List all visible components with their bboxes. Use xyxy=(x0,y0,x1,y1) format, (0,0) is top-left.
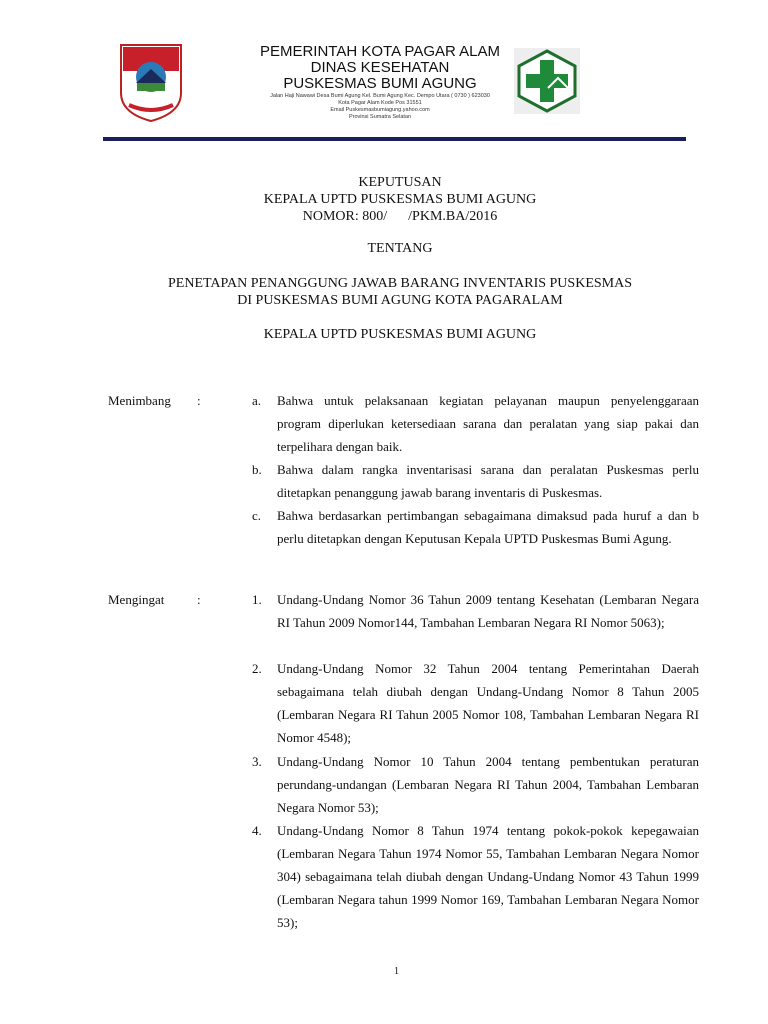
list-text: Undang-Undang Nomor 10 Tahun 2004 tentang pembentukan peraturan perundang-undangan (Lembaran Negara RI Tahun 2004, Tambahan Lembaran Negara Nomor 53); xyxy=(277,754,699,815)
list-item xyxy=(252,458,699,504)
list-marker: c. xyxy=(252,508,262,523)
mengingat-label: Mengingat xyxy=(108,592,165,607)
list-marker: 3. xyxy=(252,754,262,769)
list-marker: 2. xyxy=(252,661,262,676)
list-text: Bahwa dalam rangka inventarisasi sarana dan peralatan Puskesmas perlu ditetapkan penanggung jawab barang inventaris di Puskesmas. xyxy=(277,462,699,500)
header-province: Provinsi Sumatra Selatan xyxy=(348,114,412,120)
decree-issuer: KEPALA UPTD PUSKESMAS BUMI AGUNG xyxy=(263,192,537,207)
header-government: PEMERINTAH KOTA PAGAR ALAM xyxy=(259,43,501,60)
decree-title: KEPUTUSAN xyxy=(358,175,442,190)
header-puskesmas: PUSKESMAS BUMI AGUNG xyxy=(283,75,477,92)
page-number: 1 xyxy=(394,966,399,977)
header-divider xyxy=(103,137,686,141)
list-text: Bahwa untuk pelaksanaan kegiatan pelayanan maupun penyelenggaraan program diperlukan ketersediaan sarana dan peralatan yang siap pakai dan terpelihara dengan baik. xyxy=(277,393,699,454)
list-text: Undang-Undang Nomor 32 Tahun 2004 tentang Pemerintahan Daerah sebagaimana telah diubah dengan Undang-Undang Nomor 8 Tahun 2005 (Lembaran Negara RI Tahun 2005 Nomor 108, Tambahan Lembaran Negara RI Nomor 4548); xyxy=(277,661,699,745)
subject-line-1: PENETAPAN PENANGGUNG JAWAB BARANG INVENTARIS PUSKESMAS xyxy=(168,276,632,291)
list-marker: 4. xyxy=(252,823,262,838)
list-marker: b. xyxy=(252,462,262,477)
list-item xyxy=(252,389,699,458)
puskesmas-logo xyxy=(514,48,580,114)
issuer-heading: KEPALA UPTD PUSKESMAS BUMI AGUNG xyxy=(263,327,537,342)
decree-number: NOMOR: 800/ /PKM.BA/2016 xyxy=(302,209,498,224)
header-address: Jalan Haji Nawawi Desa Bumi Agung Kel. Bumi Agung Kec. Dempo Utara ( 0730 ) 623030 xyxy=(270,93,490,99)
pagaralam-logo xyxy=(119,43,183,123)
list-text: Bahwa berdasarkan pertimbangan sebagaimana dimaksud pada huruf a dan b perlu ditetapkan dengan Keputusan Kepala UPTD Puskesmas Bumi Agung. xyxy=(277,508,699,546)
list-item xyxy=(252,504,699,550)
list-item xyxy=(252,657,699,749)
header-email: Email Puskesmasbumiagung.yahoo.com xyxy=(330,107,430,113)
header-agency: DINAS KESEHATAN xyxy=(310,59,450,76)
list-text: Undang-Undang Nomor 36 Tahun 2009 tentang Kesehatan (Lembaran Negara RI Tahun 2009 Nomor144, Tambahan Lembaran Negara RI Nomor 5063); xyxy=(277,592,699,630)
subject-line-2: DI PUSKESMAS BUMI AGUNG KOTA PAGARALAM xyxy=(237,293,563,308)
list-item xyxy=(252,750,699,819)
menimbang-colon: : xyxy=(197,393,201,408)
header-postal: Kota Pagar Alam Kode Pos 31551 xyxy=(338,100,422,106)
list-marker: 1. xyxy=(252,592,262,607)
list-item xyxy=(252,588,699,634)
list-item xyxy=(252,819,699,934)
list-text: Undang-Undang Nomor 8 Tahun 1974 tentang pokok-pokok kepegawaian (Lembaran Negara Tahun 1974 Nomor 55, Tambahan Lembaran Negara Nomor 304) sebagaimana telah diubah dengan Undang-Undang Nomor 43 Tahun 1999 (Lembaran Negara tahun 1999 Nomor 169, Tambahan Lembaran Negara Nomor 53); xyxy=(277,823,699,930)
mengingat-colon: : xyxy=(197,592,201,607)
menimbang-label: Menimbang xyxy=(108,393,171,408)
list-marker: a. xyxy=(252,393,262,408)
tentang-heading: TENTANG xyxy=(367,241,433,256)
